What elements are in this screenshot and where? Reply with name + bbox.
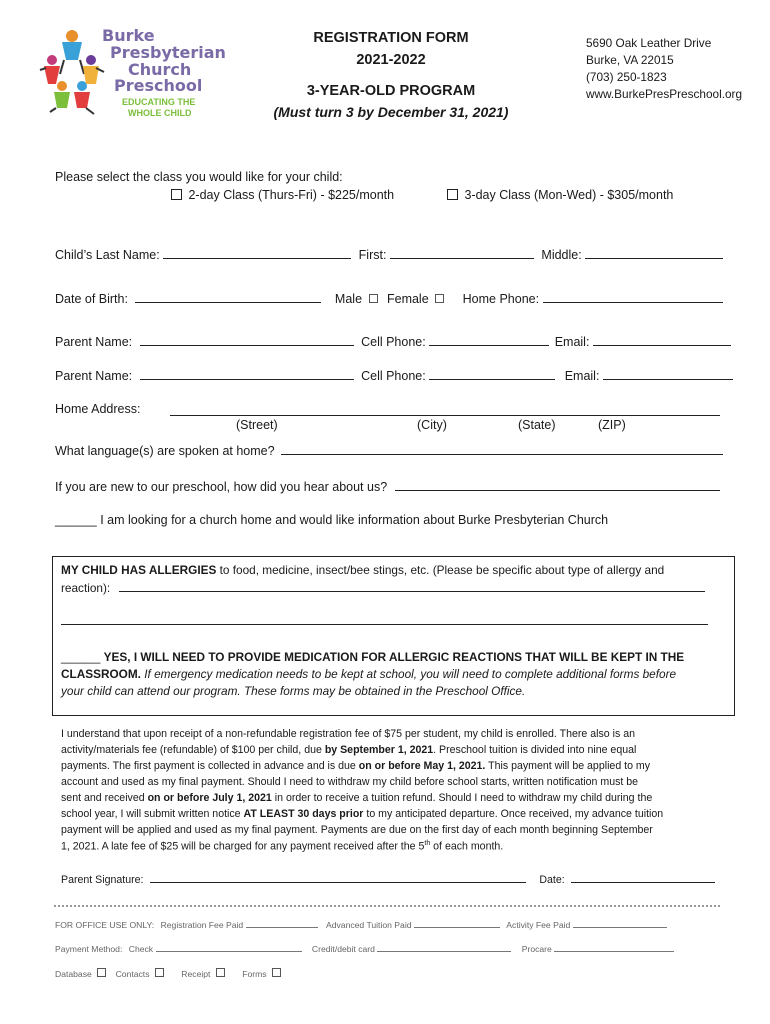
- database-label: Database: [55, 969, 92, 979]
- reg-fee-field[interactable]: [246, 918, 318, 928]
- church-home-blank[interactable]: ______: [55, 513, 97, 527]
- logo-name-line3: Church: [128, 60, 192, 79]
- policy-bold: by September 1, 2021: [324, 744, 434, 756]
- allergy-text: to food, medicine, insect/bee stings, etc. (Please be specific about type of allergy and: [219, 563, 665, 577]
- policy-text: school year, I will submit written notice: [61, 808, 244, 820]
- activity-fee-field[interactable]: [573, 918, 667, 928]
- policy-text: activity/materials fee (refundable) of $100 per child, due: [61, 744, 325, 756]
- cell-phone-label: Cell Phone:: [361, 369, 426, 383]
- procare-label: Procare: [521, 944, 552, 954]
- logo-name-line4: Preschool: [114, 76, 203, 95]
- medication-blank[interactable]: ______: [61, 650, 101, 664]
- policy-line4: account and used as my final payment. Should I need to withdraw my child before school starts, written notification must be: [61, 776, 639, 788]
- middle-name-label: Middle:: [541, 248, 582, 262]
- cell-phone-field[interactable]: [429, 368, 555, 380]
- address-line2: Burke, VA 22015: [586, 53, 674, 67]
- policy-text: 1, 2021. A late fee of $25 will be charged for any payment received after the 5: [61, 840, 425, 853]
- contacts-checkbox[interactable]: [155, 968, 164, 977]
- policy-text: sent and received: [61, 792, 148, 804]
- email-field[interactable]: [603, 368, 733, 380]
- program-note: (Must turn 3 by December 31, 2021): [273, 104, 509, 120]
- policy-bold: on or before July 1, 2021: [147, 792, 272, 804]
- child-name-row: [55, 247, 723, 262]
- church-home-label: I am looking for a church home and would like information about Burke Presbyterian Church: [100, 513, 609, 527]
- email-field[interactable]: [593, 334, 731, 346]
- parent-name-label: Parent Name:: [55, 369, 133, 383]
- check-label: Check: [128, 944, 154, 954]
- policy-text: payments. The first payment is collected in advance and is due: [61, 760, 359, 772]
- payment-method-label: Payment Method:: [55, 944, 123, 954]
- city-caption: (City): [417, 418, 447, 432]
- home-address-field[interactable]: [170, 402, 720, 416]
- first-name-label: First:: [358, 248, 387, 262]
- parent-signature-field[interactable]: [150, 871, 526, 883]
- policy-bold: on or before May 1, 2021.: [358, 760, 486, 772]
- office-divider: [54, 905, 720, 907]
- home-address-label: Home Address:: [55, 402, 141, 416]
- cell-phone-label: Cell Phone:: [361, 335, 426, 349]
- policy-line8: [61, 840, 503, 853]
- female-label: Female: [386, 292, 429, 306]
- contacts-label: Contacts: [115, 969, 150, 979]
- allergy-heading: MY CHILD HAS ALLERGIES: [61, 563, 217, 577]
- male-label: Male: [334, 292, 363, 306]
- church-home-row: [55, 513, 608, 527]
- logo-tagline1: EDUCATING THE: [122, 97, 196, 107]
- parent-row-2: [55, 368, 733, 383]
- policy-text: to my anticipated departure. Once received, my advance tuition: [363, 808, 664, 820]
- forms-label: Forms: [242, 969, 267, 979]
- state-caption: (State): [518, 418, 556, 432]
- dob-field[interactable]: [135, 291, 321, 303]
- dob-row: [55, 291, 723, 306]
- policy-text: in order to receive a tuition refund. Should I need to withdraw my child during the: [271, 792, 653, 804]
- street-caption: (Street): [236, 418, 278, 432]
- signature-row: [61, 871, 715, 886]
- form-title: REGISTRATION FORM: [313, 30, 469, 46]
- policy-superscript: th: [424, 840, 431, 847]
- credit-label: Credit/debit card: [311, 944, 375, 954]
- home-phone-field[interactable]: [543, 291, 723, 303]
- middle-name-field[interactable]: [585, 247, 723, 259]
- medication-italic1: If emergency medication needs to be kept at school, you will need to complete additional forms before: [144, 667, 677, 681]
- date-label: Date:: [539, 874, 565, 886]
- adv-tuition-label: Advanced Tuition Paid: [325, 920, 412, 930]
- checkbox-2day[interactable]: [171, 189, 182, 200]
- email-label: Email:: [554, 335, 590, 349]
- class-option-3day-label: 3-day Class (Mon-Wed) - $305/month: [464, 188, 674, 202]
- parent-name-field[interactable]: [140, 368, 354, 380]
- program-title: 3-YEAR-OLD PROGRAM: [306, 83, 476, 99]
- policy-line1: I understand that upon receipt of a non-refundable registration fee of $75 per student, my child is enrolled. There also is an: [61, 728, 635, 740]
- receipt-checkbox[interactable]: [216, 968, 225, 977]
- procare-field[interactable]: [554, 942, 674, 952]
- office-label: FOR OFFICE USE ONLY:: [55, 920, 155, 930]
- class-option-2day[interactable]: [168, 188, 394, 202]
- hear-about-row: [55, 479, 720, 494]
- form-year: 2021-2022: [356, 52, 426, 68]
- class-option-3day[interactable]: [444, 188, 673, 202]
- last-name-field[interactable]: [163, 247, 351, 259]
- medication-line2: [61, 667, 676, 681]
- languages-label: What language(s) are spoken at home?: [55, 444, 275, 458]
- policy-bold: AT LEAST 30 days prior: [243, 808, 364, 820]
- hear-about-field[interactable]: [395, 479, 720, 491]
- parent-signature-label: Parent Signature:: [61, 874, 144, 886]
- policy-line6: [61, 808, 663, 820]
- logo-name-line2: Presbyterian: [110, 43, 226, 62]
- policy-line2: [61, 744, 636, 756]
- allergy-reaction-row: [61, 580, 705, 595]
- check-field[interactable]: [156, 942, 302, 952]
- reg-fee-label: Registration Fee Paid: [160, 920, 244, 930]
- policy-line3: [61, 760, 650, 772]
- policy-line7: payment will be applied and used as my final payment. Payments are due on the first day of each month beginning September: [61, 824, 653, 836]
- class-select-prompt: Please select the class you would like for your child:: [55, 170, 343, 184]
- website[interactable]: www.BurkePresPreschool.org: [586, 87, 743, 101]
- allergy-reaction-label: reaction):: [61, 581, 111, 595]
- office-row-3: [55, 968, 284, 979]
- parent-name-label: Parent Name:: [55, 335, 133, 349]
- logo-name-line1: Burke: [102, 26, 155, 45]
- credit-field[interactable]: [377, 942, 511, 952]
- activity-fee-label: Activity Fee Paid: [506, 920, 571, 930]
- hear-about-label: If you are new to our preschool, how did you hear about us?: [55, 480, 388, 494]
- office-row-1: [55, 918, 667, 930]
- phone-number: (703) 250-1823: [586, 70, 667, 84]
- parent-name-field[interactable]: [140, 334, 354, 346]
- cell-phone-field[interactable]: [429, 334, 549, 346]
- adv-tuition-field[interactable]: [414, 918, 500, 928]
- checkbox-3day[interactable]: [447, 189, 458, 200]
- languages-row: [55, 443, 723, 458]
- receipt-label: Receipt: [181, 969, 211, 979]
- school-logo: [36, 26, 226, 122]
- allergy-reaction-field[interactable]: [119, 580, 705, 592]
- zip-caption: (ZIP): [598, 418, 626, 432]
- allergy-section: [52, 556, 735, 716]
- database-checkbox[interactable]: [97, 968, 106, 977]
- address-line1: 5690 Oak Leather Drive: [586, 36, 712, 50]
- allergy-extra-line[interactable]: [61, 611, 708, 625]
- male-checkbox[interactable]: [369, 294, 378, 303]
- home-phone-label: Home Phone:: [462, 292, 540, 306]
- date-field[interactable]: [571, 871, 715, 883]
- female-checkbox[interactable]: [435, 294, 444, 303]
- medication-line1: [61, 650, 684, 664]
- policy-text: of each month.: [430, 840, 504, 853]
- logo-tagline2: WHOLE CHILD: [128, 108, 192, 118]
- policy-line5: [61, 792, 652, 804]
- forms-checkbox[interactable]: [272, 968, 281, 977]
- dob-label: Date of Birth:: [55, 292, 128, 306]
- allergy-line1: [61, 563, 664, 577]
- first-name-field[interactable]: [390, 247, 534, 259]
- languages-field[interactable]: [281, 443, 723, 455]
- office-row-2: [55, 942, 674, 954]
- class-option-2day-label: 2-day Class (Thurs-Fri) - $225/month: [188, 188, 395, 202]
- medication-bold: YES, I WILL NEED TO PROVIDE MEDICATION FOR ALLERGIC REACTIONS THAT WILL BE KEPT IN THE: [103, 650, 685, 664]
- email-label: Email:: [564, 369, 600, 383]
- medication-line3: your child can attend our program. These forms may be obtained in the Preschool Office.: [61, 684, 526, 698]
- last-name-label: Child’s Last Name:: [55, 248, 160, 262]
- children-figures-logo-icon: [36, 26, 106, 122]
- medication-bold2: CLASSROOM.: [61, 667, 141, 681]
- policy-text: . Preschool tuition is divided into nine equal: [433, 744, 637, 756]
- policy-text: This payment will be applied to my: [485, 760, 651, 772]
- parent-row-1: [55, 334, 731, 349]
